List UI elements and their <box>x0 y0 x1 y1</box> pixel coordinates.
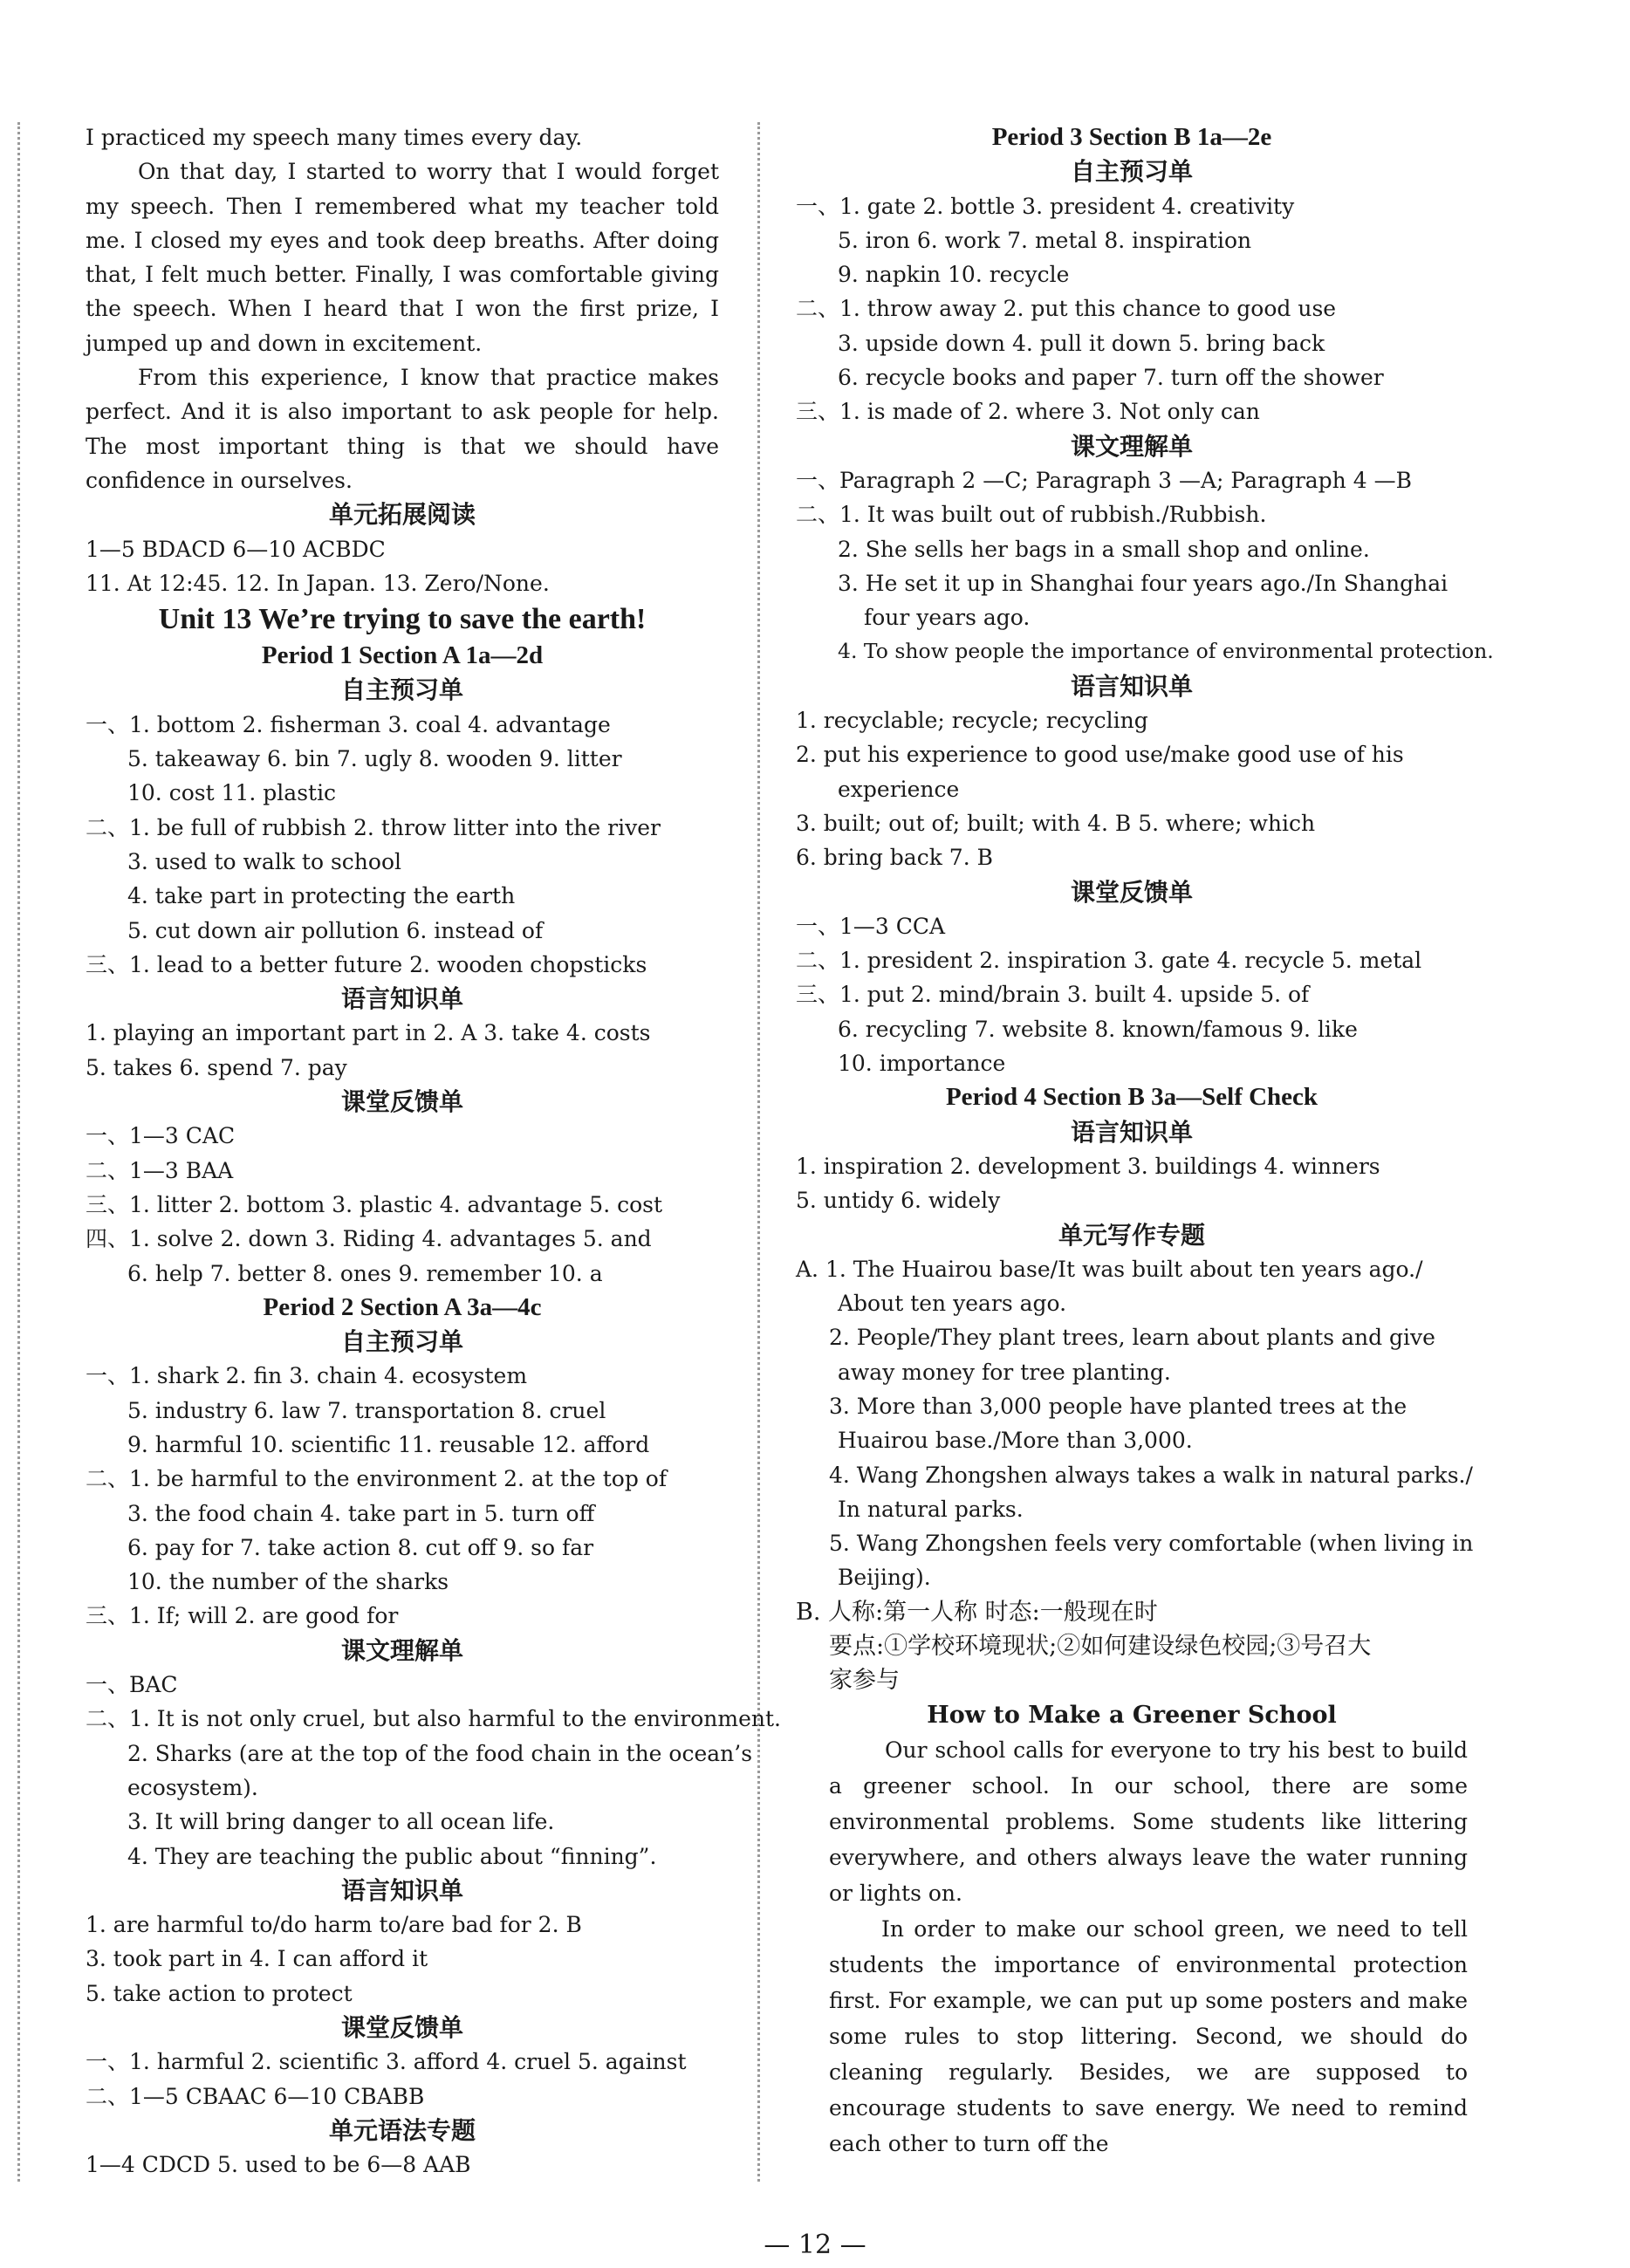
answer-line: 1—4 CDCD 5. used to be 6—8 AAB <box>86 2152 471 2178</box>
writing-guide-line: 要点:①学校环境现状;②如何建设绿色校园;③号召大 <box>829 1633 1372 1661</box>
section-heading: 语言知识单 <box>1070 1117 1193 1147</box>
answer-line: 3. took part in 4. I can afford it <box>86 1946 428 1972</box>
period-title: Period 1 Section A 1a—2d <box>261 641 544 670</box>
section-heading: 语言知识单 <box>340 984 463 1014</box>
answer-line: 二、1. be harmful to the environment 2. at the top of <box>86 1466 668 1492</box>
section-heading: 单元拓展阅读 <box>328 500 476 530</box>
period-title: Period 4 Section B 3a—Self Check <box>945 1083 1318 1112</box>
answer-line: 3. built; out of; built; with 4. B 5. where; which <box>796 810 1316 836</box>
period-title: Period 2 Section A 3a—4c <box>263 1292 542 1321</box>
essay-title: How to Make a Greener School <box>927 1701 1337 1729</box>
answer-line: 二、1. be full of rubbish 2. throw litter into the river <box>86 814 661 840</box>
answer-line: 二、1. president 2. inspiration 3. gate 4. recycle 5. metal <box>796 948 1422 974</box>
answer-line: 三、1. If; will 2. are good for <box>86 1603 399 1629</box>
unit-title: Unit 13 We’re trying to save the earth! <box>158 603 647 636</box>
answer-line: 1. recyclable; recycle; recycling <box>796 708 1148 734</box>
answer-line: 5. take action to protect <box>86 1980 353 2006</box>
section-heading: 语言知识单 <box>1070 671 1193 701</box>
answer-line: 三、1. lead to a better future 2. wooden chopsticks <box>86 951 647 977</box>
answer-line: 5. iron 6. work 7. metal 8. inspiration <box>838 227 1252 253</box>
answer-line: 6. bring back 7. B <box>796 845 993 871</box>
answer-line: ecosystem). <box>127 1774 258 1800</box>
answer-line: Huairou base./More than 3,000. <box>838 1428 1193 1454</box>
answer-line: 1—5 BDACD 6—10 ACBDC <box>86 536 386 562</box>
answer-line: A. 1. The Huairou base/It was built about ten years ago./ <box>796 1256 1423 1282</box>
section-heading: 课文理解单 <box>1070 431 1193 461</box>
answer-line: 4. To show people the importance of environmental protection. <box>838 639 1494 664</box>
answer-line: 4. They are teaching the public about “finning”. <box>127 1843 657 1869</box>
answer-line: 10. importance <box>838 1051 1006 1077</box>
answer-line: 一、BAC <box>86 1672 178 1698</box>
answer-line: 3. the food chain 4. take part in 5. turn off <box>127 1500 595 1526</box>
answer-line: 3. upside down 4. pull it down 5. bring back <box>838 330 1325 356</box>
writing-guide-line: 家参与 <box>829 1667 900 1695</box>
answer-line: 二、1—5 CBAAC 6—10 CBABB <box>86 2083 425 2109</box>
answer-line: 1. are harmful to/do harm to/are bad for 2. B <box>86 1912 582 1938</box>
answer-line: About ten years ago. <box>838 1291 1067 1317</box>
answer-line: 5. untidy 6. widely <box>796 1188 1001 1214</box>
answer-line: away money for tree planting. <box>838 1359 1171 1385</box>
answer-line: In natural parks. <box>838 1496 1024 1522</box>
answer-line: 2. People/They plant trees, learn about plants and give <box>829 1325 1435 1351</box>
answer-line: 二、1—3 BAA <box>86 1157 234 1183</box>
answer-line: 3. More than 3,000 people have planted trees at the <box>829 1393 1407 1419</box>
section-heading: 自主预习单 <box>340 1327 463 1357</box>
answer-line: 一、1. shark 2. fin 3. chain 4. ecosystem <box>86 1363 528 1389</box>
column-divider <box>757 122 760 2182</box>
section-heading: 自主预习单 <box>1070 157 1193 187</box>
section-heading: 单元语法专题 <box>328 2115 476 2145</box>
answer-line: 三、1. is made of 2. where 3. Not only can <box>796 399 1260 425</box>
answer-line: 2. put his experience to good use/make good use of his <box>796 742 1404 768</box>
answer-line: 6. recycling 7. website 8. known/famous 9. like <box>838 1016 1358 1042</box>
section-heading: 课堂反馈单 <box>1070 877 1193 907</box>
answer-line: 二、1. throw away 2. put this chance to good use <box>796 296 1337 322</box>
essay-paragraph: In order to make our school green, we need to tell students the importance of environmental protection first. For example, we can put up some posters and make some rules to stop littering. Second, we should do cleaning regularly. Besides, we are supposed to encourage students to save energy. We need to remind each other to turn off the <box>829 1915 1468 2156</box>
answer-line: 一、1. gate 2. bottle 3. president 4. creativity <box>796 193 1295 219</box>
answer-line: 5. Wang Zhongshen feels very comfortable (when living in <box>829 1531 1474 1557</box>
answer-line: 5. takes 6. spend 7. pay <box>86 1054 347 1080</box>
answer-line: 四、1. solve 2. down 3. Riding 4. advantages 5. and <box>86 1226 652 1252</box>
answer-line: 二、1. It is not only cruel, but also harmful to the environment. <box>86 1706 781 1732</box>
answer-line: 3. It will bring danger to all ocean life. <box>127 1809 555 1835</box>
answer-line: 10. cost 11. plastic <box>127 780 337 806</box>
answer-line: 1. playing an important part in 2. A 3. take 4. costs <box>86 1020 651 1046</box>
story-line: I practiced my speech many times every day. <box>86 125 583 150</box>
answer-line: Beijing). <box>838 1565 931 1591</box>
section-heading: 课文理解单 <box>340 1635 463 1665</box>
answer-line: 6. recycle books and paper 7. turn off the shower <box>838 365 1384 391</box>
answer-line: 3. used to walk to school <box>127 848 401 874</box>
section-heading: 自主预习单 <box>340 675 463 705</box>
answer-line: 2. She sells her bags in a small shop and online. <box>838 536 1370 562</box>
answer-line: 1. inspiration 2. development 3. buildings 4. winners <box>796 1153 1380 1179</box>
answer-line: 6. help 7. better 8. ones 9. remember 10. a <box>127 1260 603 1286</box>
answer-line: 一、1—3 CAC <box>86 1123 236 1149</box>
section-heading: 课堂反馈单 <box>340 1087 463 1117</box>
answer-line: 4. Wang Zhongshen always takes a walk in natural parks./ <box>829 1462 1473 1488</box>
answer-line: 4. take part in protecting the earth <box>127 883 516 909</box>
answer-line: 6. pay for 7. take action 8. cut off 9. so far <box>127 1534 594 1560</box>
section-heading: 语言知识单 <box>340 1875 463 1905</box>
answer-line: 一、1. bottom 2. fisherman 3. coal 4. advantage <box>86 711 611 737</box>
answer-line: 二、1. It was built out of rubbish./Rubbish. <box>796 502 1267 528</box>
answer-line: 2. Sharks (are at the top of the food chain in the ocean’s <box>127 1740 753 1766</box>
answer-line: 5. industry 6. law 7. transportation 8. cruel <box>127 1397 606 1423</box>
answer-line: 9. harmful 10. scientific 11. reusable 12. afford <box>127 1431 650 1457</box>
answer-line: 9. napkin 10. recycle <box>838 262 1070 288</box>
section-heading: 课堂反馈单 <box>340 2013 463 2043</box>
left-margin-dotted-line <box>17 122 20 2182</box>
story-paragraph: On that day, I started to worry that I would forget my speech. Then I remembered what my teacher told me. I closed my eyes and took deep breaths. After doing that, I felt much better. Finally, I was comfortable giving the speech. When I heard that I won the first prize, I jumped up and down in excitement. <box>86 159 719 356</box>
period-title: Period 3 Section B 1a—2e <box>991 123 1272 151</box>
answer-line: 三、1. put 2. mind/brain 3. built 4. upside 5. of <box>796 982 1310 1008</box>
answer-line: 一、Paragraph 2 —C; Paragraph 3 —A; Paragraph 4 —B <box>796 467 1412 493</box>
answer-line: 5. cut down air pollution 6. instead of <box>127 917 544 943</box>
answer-line: 3. He set it up in Shanghai four years ago./In Shanghai <box>838 570 1449 596</box>
answer-line: experience <box>838 776 960 802</box>
section-heading: 单元写作专题 <box>1058 1220 1205 1250</box>
answer-line: 11. At 12:45. 12. In Japan. 13. Zero/None. <box>86 570 550 596</box>
answer-line: 5. takeaway 6. bin 7. ugly 8. wooden 9. litter <box>127 746 622 772</box>
left-column <box>86 120 781 2182</box>
answer-line: 三、1. litter 2. bottom 3. plastic 4. advantage 5. cost <box>86 1191 663 1217</box>
answer-line: 10. the number of the sharks <box>127 1569 449 1595</box>
right-column <box>796 120 1494 2162</box>
answer-line: 一、1—3 CCA <box>796 913 946 939</box>
story-paragraph: From this experience, I know that practice makes perfect. And it is also important to ask people for help. The most important thing is that we should have confidence in ourselves. <box>86 365 719 493</box>
writing-guide-line: B. 人称:第一人称 时态:一般现在时 <box>796 1598 1158 1626</box>
answer-line: 一、1. harmful 2. scientific 3. afford 4. cruel 5. against <box>86 2049 687 2075</box>
page-number: — 12 — <box>764 2230 866 2260</box>
answer-line: four years ago. <box>864 605 1031 631</box>
essay-paragraph: Our school calls for everyone to try his best to build a greener school. In our school, there are some environmental problems. Some students like littering everywhere, and others always leave the water running or lights on. <box>829 1737 1468 1906</box>
